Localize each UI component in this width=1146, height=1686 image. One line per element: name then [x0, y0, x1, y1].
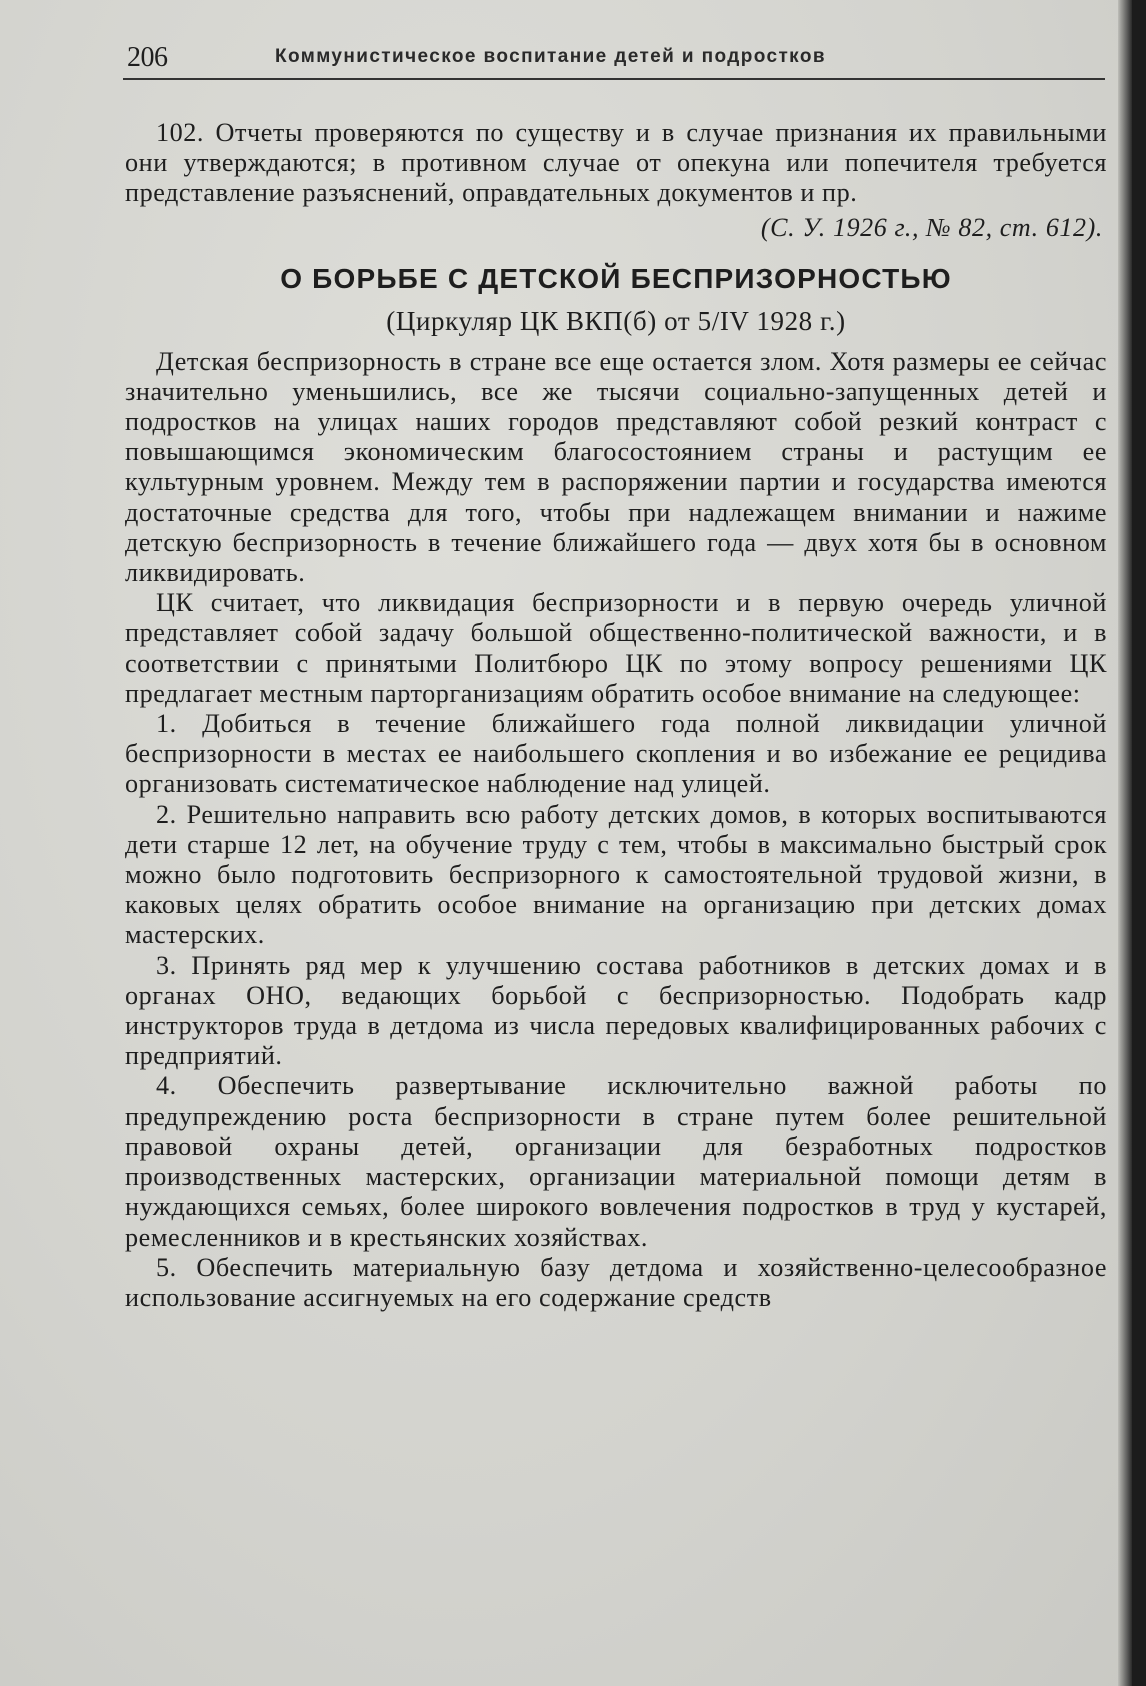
list-item-3: [125, 951, 1107, 1072]
source-citation: (С. У. 1926 г., № 82, ст. 612).: [760, 212, 1103, 242]
list-item-1: [125, 709, 1107, 800]
body-paragraph-1: Детская беспризорность в стране все еще остается злом. Хотя размеры ее сейчас значительно уменьшились, все же тысячи социально-запущенных детей и подростков на улицах наших городов представляют собой резкий контраст с повышающимся экономическим благосостоянием страны и растущим ее культурным уровнем. Между тем в распоряжении партии и государства имеются достаточные средства для того, чтобы при надлежащем внимании и нажиме детскую беспризорность в течение ближайшего года — двух хотя бы в основном ликвидировать.: [125, 346, 1107, 588]
section-heading: О БОРЬБЕ С ДЕТСКОЙ БЕСПРИЗОРНОСТЬЮ: [280, 262, 952, 294]
list-item-text: 2. Решительно направить всю работу детских домов, в которых воспитываются дети старше 12 лет, на обучение труду с тем, чтобы в максимально быстрый срок можно было подготовить беспризорного к самостоятельной трудовой жизни, в каковых целях обратить особое внимание на организацию при детских домах мастерских.: [125, 799, 1107, 950]
list-item-text: 5. Обеспечить материальную базу детдома и хозяйственно-целесообразное использование ассигнуемых на его содержание средств: [125, 1252, 1107, 1312]
list-item-4: [125, 1071, 1107, 1252]
list-item-text: 3. Принять ряд мер к улучшению состава работников в детских домах и в органах ОНО, ведающих борьбой с беспризорностью. Подобрать кадр инструкторов труда в детдома из числа передовых квалифицированных рабочих с предприятий.: [125, 950, 1107, 1071]
page-header: [127, 38, 1102, 80]
body-paragraph-2: ЦК считает, что ликвидация беспризорности и в первую очередь уличной представляет собой задачу большой общественно-политической важности, и в соответствии с принятыми Политбюро ЦК по этому вопросу решениями ЦК предлагает местным парторганизациям обратить особое внимание на следующее:: [125, 588, 1107, 708]
list-item-5: [125, 1253, 1107, 1313]
page-edge-shadow: [1118, 0, 1132, 1686]
header-rule: [123, 78, 1105, 80]
page-number: 206: [127, 42, 168, 73]
section-subtitle: (Циркуляр ЦК ВКП(б) от 5/IV 1928 г.): [386, 305, 846, 336]
list-item-text: 1. Добиться в течение ближайшего года полной ликвидации уличной беспризорности в местах ее наибольшего скопления и во избежание ее рецидива организовать систематическое наблюдение над улицей.: [125, 709, 1107, 799]
page-body: [125, 118, 1107, 1313]
running-title: Коммунистическое воспитание детей и подростков: [275, 46, 826, 67]
paragraph-102: 102. Отчеты проверяются по существу и в случае признания их правильными они утверждаются; в противном случае от опекуна или попечителя требуется представление разъяснений, оправдательных документов и пр.: [125, 118, 1107, 208]
list-item-2: [125, 800, 1107, 951]
list-item-text: 4. Обеспечить развертывание исключительно важной работы по предупреждению роста беспризорности в стране путем более решительной правовой охраны детей, организации для безработных подростков производственных мастерских, организации материальной помощи детям в нуждающихся семьях, более широкого вовлечения подростков в труд у кустарей, ремесленников и в крестьянских хозяйствах.: [125, 1071, 1107, 1252]
